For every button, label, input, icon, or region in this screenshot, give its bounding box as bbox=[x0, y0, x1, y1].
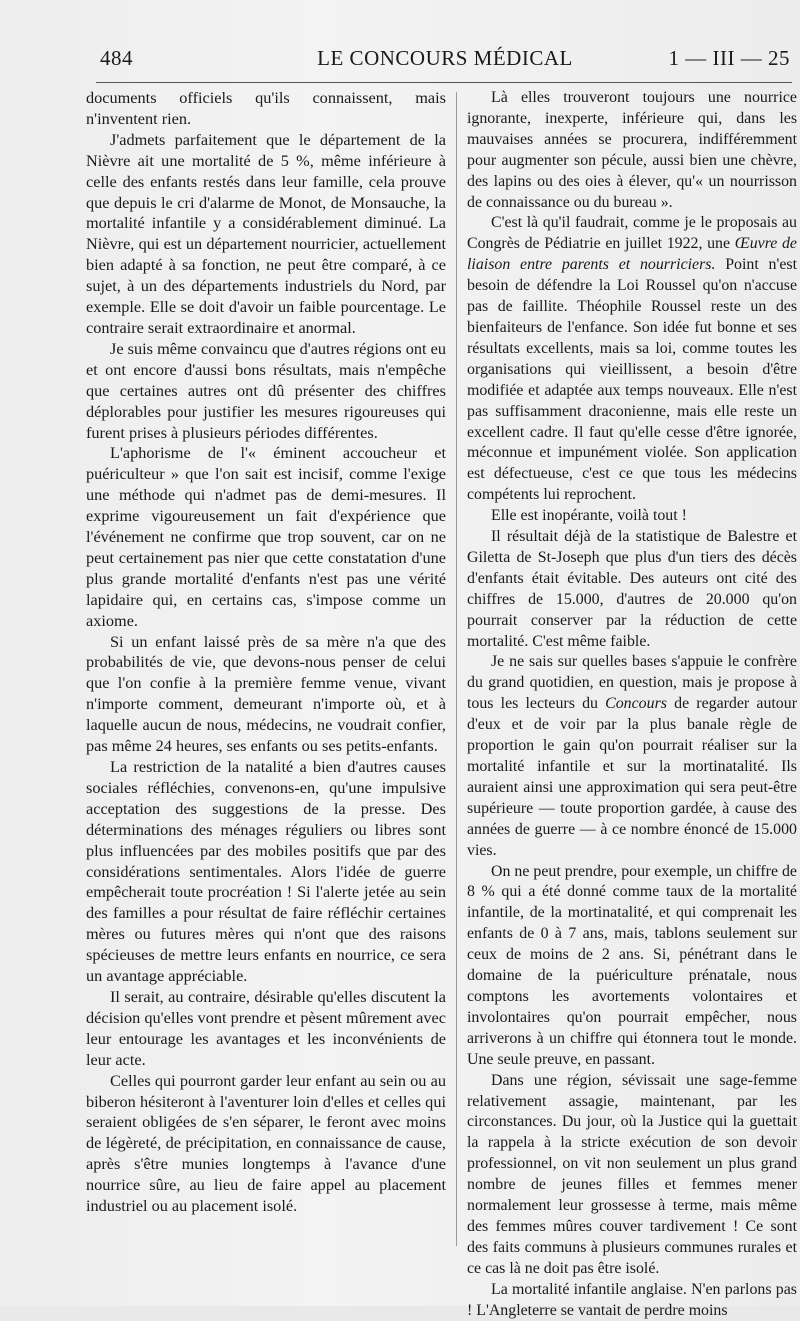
issue-date: 1 — III — 25 bbox=[668, 46, 790, 70]
paragraph: documents officiels qu'ils connaissent, mais n'inventent rien. bbox=[86, 88, 446, 128]
column-divider bbox=[456, 92, 457, 1246]
italic-title: Œuvre de liaison entre parents et nourriciers. bbox=[467, 235, 797, 274]
paragraph bbox=[467, 213, 797, 506]
left-column bbox=[86, 88, 446, 1256]
paragraph: Si un enfant laissé près de sa mère n'a que des probabilités de vie, que devons-nous penser de celui que l'on confie à la première femme venue, vivant n'importe comment, demeurant n'importe où, et à laquelle aucun de nous, médecins, ne voudrait confier, pas même 24 heures, ses enfants ou ses petits-enfants. bbox=[86, 631, 446, 756]
paragraph bbox=[467, 652, 797, 861]
text-run: de regarder autour d'eux et de voir par la plus banale règle de proportion le gain qu'on pourrait réaliser sur la mortalité infantile et sur la mortinatalité. Ils auraient ainsi une approximation qui sera peut-être supérieure — toute proportion gardée, à cause des années de guerre — à ce nombre énoncé de 15.000 vies. bbox=[467, 695, 797, 859]
paragraph: La mortalité infantile anglaise. N'en parlons pas ! L'Angleterre se vantait de perdre moins bbox=[467, 1280, 797, 1319]
paragraph: Elle est inopérante, voilà tout ! bbox=[491, 507, 687, 525]
italic-journal-name: Concours bbox=[605, 695, 667, 713]
page-number: 484 bbox=[100, 46, 133, 70]
paragraph: Dans une région, sévissait une sage-femme relativement assagie, maintenant, par les circonstances. Du jour, où la Justice qui la guettait la rappela à la stricte exécution de son devoir professionnel, on vit non seulement un plus grand nombre de jeunes filles et femmes mener normalement leur grossesse à terme, mais même des femmes mûres couver tardivement ! Ce sont des faits communs à plusieurs communes rurales et ce cas là ne doit pas être isolé. bbox=[467, 1071, 797, 1277]
paragraph: J'admets parfaitement que le département de la Nièvre ait une mortalité de 5 %, même inférieure à celle des enfants restés dans leur famille, cela prouve que depuis le cri d'alarme de Monot, de Monsauche, la mortalité infantile y a considérablement diminué. La Nièvre, qui est un département nourricier, actuellement bien adapté à sa fonction, ne peut être comparé, à ce sujet, à un des départements industriels du Nord, par exemple. Elle se doit d'avoir un faible pourcentage. Le contraire serait extraordinaire et anormal. bbox=[86, 129, 446, 337]
paragraph: La restriction de la natalité a bien d'autres causes sociales réfléchies, convenons-en, qu'une impulsive acceptation des suggestions de la presse. Des déterminations des ménages réguliers ou libres sont plus influencées par des mobiles positifs que par des considérations sentimentales. Alors l'idée de guerre empêcherait toute procréation ! Si l'alerte jetée au sein des familles a pour résultat de faire réfléchir certaines mères ou futures mères qui n'ont que des raisons spécieuses de mettre leurs enfants en nourrice, ce sera un avantage appréciable. bbox=[86, 757, 446, 986]
text-run: Je ne sais sur quelles bases s'appuie le confrère du grand quotidien, en question, mais je propose à tous les lecteurs du bbox=[467, 653, 797, 713]
paragraph: On ne peut prendre, pour exemple, un chiffre de 8 % qui a été donné comme taux de la mortalité infantile, de la mortinatalité, et qui comprenait les enfants de 0 à 7 ans, mais, tablons seulement sur ceux de moins de 2 ans. Si, pénétrant dans le domaine de la puériculture prénatale, nous comptons les avortements volontaires et involontaires qu'on pourrait empêcher, nous arriverons à un chiffre qui étonnera tout le monde. Une seule preuve, en passant. bbox=[467, 862, 797, 1068]
paragraph: L'aphorisme de l'« éminent accoucheur et puériculteur » que l'on sait est incisif, comme l'exige une méthode qui n'admet pas de demi-mesures. Il exprime vigoureusement un fait d'expérience que l'événement ne confirme que trop souvent, car on ne peut certainement pas nier que cette constatation d'une plus grande mortalité d'enfants n'est pas une vérité lapidaire qui, en certains cas, s'impose comme un axiome. bbox=[86, 443, 446, 630]
right-column bbox=[467, 88, 797, 1319]
paragraph: Je suis même convaincu que d'autres régions ont eu et ont encore d'aussi bons résultats, mais n'empêche que certaines autres ont dû présenter des chiffres déplorables pour justifier les mesures rigoureuses qui furent prises à plusieurs périodes différentes. bbox=[86, 338, 446, 442]
paragraph: Il serait, au contraire, désirable qu'elles discutent la décision qu'elles vont prendre et pèsent mûrement avec leur entourage les avantages et les inconvénients de leur acte. bbox=[86, 986, 446, 1069]
paragraph: Celles qui pourront garder leur enfant au sein ou au biberon hésiteront à l'aventurer loin d'elles et celles qui seraient obligées de s'en séparer, le feront avec moins de légèreté, de précipitation, en connaissance de cause, après s'être munies longtemps à l'avance d'une nourrice sûre, au lieu de faire appel au placement industriel ou au placement isolé. bbox=[86, 1070, 446, 1216]
journal-title: LE CONCOURS MÉDICAL bbox=[317, 46, 573, 70]
paragraph: Là elles trouveront toujours une nourrice ignorante, inexperte, inférieure qui, dans les mauvaises années se procurera, indifféremment pour augmenter son pécule, aussi bien une chèvre, des lapins ou des oies à élever, qu'« un nourrisson de connaissance ou du bureau ». bbox=[467, 89, 797, 211]
text-run: Point n'est besoin de défendre la Loi Roussel qu'on n'accuse pas de faillite. Théophile Roussel reste un des bienfaiteurs de l'enfance. Son idée fut bonne et ses résultats excellents, mais sa loi, comme toutes les organisations qui vieillissent, a besoin d'être modifiée et adaptée aux temps nouveaux. Elle n'est pas suffisamment draconienne, mais elle reste un excellent cadre. Il faut qu'elle cesse d'être ignorée, méconnue et impunément violée. Son application est défectueuse, c'est ce que tous les médecins compétents lui reprochent. bbox=[467, 256, 797, 504]
header-rule bbox=[96, 82, 792, 83]
paragraph: Il résultait déjà de la statistique de Balestre et Giletta de St-Joseph que plus d'un tiers des décès d'enfants était évitable. Des auteurs ont cité des chiffres de 15.000, d'autres de 20.000 qu'on pourrait conserver par la réduction de cette mortalité. C'est même faible. bbox=[467, 528, 797, 650]
page-header bbox=[100, 42, 790, 76]
text-run: C'est là qu'il faudrait, comme je le proposais au Congrès de Pédiatrie en juillet 1922, une bbox=[467, 214, 797, 253]
